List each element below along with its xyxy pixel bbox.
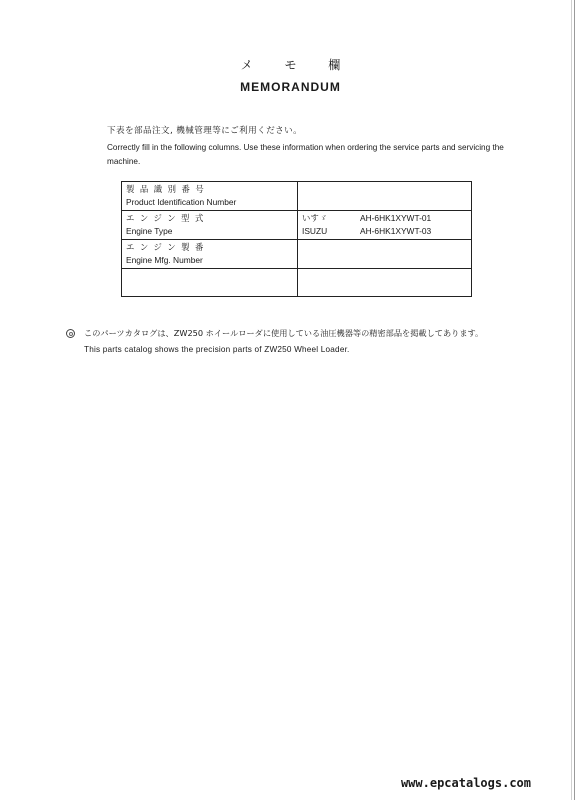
blank-value-field[interactable] bbox=[298, 269, 472, 297]
table-row-blank bbox=[122, 269, 472, 297]
engine-type-value-cell bbox=[298, 211, 472, 240]
table-row-engine-type bbox=[122, 211, 472, 240]
product-id-label-jp: 製品識別番号 bbox=[126, 184, 210, 194]
engine-mfg-value-field[interactable] bbox=[298, 240, 472, 269]
engine-type-label: Engine Type bbox=[126, 226, 173, 236]
footer-watermark-url: www.epcatalogs.com bbox=[400, 776, 531, 790]
engine-mfg-label-jp: エンジン製番 bbox=[126, 242, 209, 252]
double-circle-bullet-icon bbox=[66, 329, 75, 338]
page-title-jp: メ モ 欄 bbox=[240, 58, 355, 72]
engine-mfg-label: Engine Mfg. Number bbox=[126, 255, 203, 265]
catalog-note-en: This parts catalog shows the precision parts of ZW250 Wheel Loader. bbox=[84, 345, 350, 354]
engine-type-label-jp: エンジン型式 bbox=[126, 213, 209, 223]
blank-label-field[interactable] bbox=[122, 269, 298, 297]
engine-maker-en: ISUZU bbox=[302, 226, 328, 236]
engine-maker-jp: いすゞ bbox=[302, 213, 328, 223]
page-title: MEMORANDUM bbox=[240, 80, 341, 94]
identification-table bbox=[121, 181, 472, 297]
engine-mfg-label-cell bbox=[122, 240, 298, 269]
product-id-label: Product Identification Number bbox=[126, 197, 237, 207]
engine-type-value-line-2 bbox=[302, 225, 467, 238]
engine-model-1: AH-6HK1XYWT-01 bbox=[360, 213, 432, 223]
engine-model-2: AH-6HK1XYWT-03 bbox=[360, 226, 432, 236]
instructions-en: Correctly fill in the following columns. Use these information when ordering the service parts and servicing the machine. bbox=[107, 143, 504, 166]
table-row-engine-mfg bbox=[122, 240, 472, 269]
engine-type-value-line-1 bbox=[302, 212, 467, 225]
catalog-note-jp: このパーツカタログは、ZW250 ホイールローダに使用している油圧機器等の精密部品を掲載してあります。 bbox=[84, 328, 484, 338]
table-row-product-id bbox=[122, 182, 472, 211]
product-id-label-cell bbox=[122, 182, 298, 211]
engine-type-label-cell bbox=[122, 211, 298, 240]
product-id-value-field[interactable] bbox=[298, 182, 472, 211]
instructions-jp: 下表を部品注文, 機械管理等にご利用ください。 bbox=[107, 126, 303, 136]
